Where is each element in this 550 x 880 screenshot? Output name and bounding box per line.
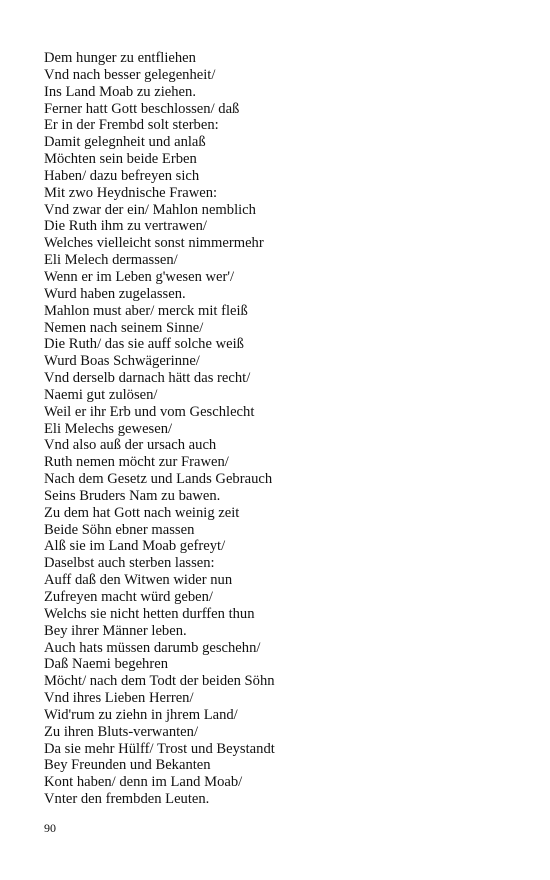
poem-line: Mit zwo Heydnische Frawen:	[44, 184, 218, 201]
poem-line: Naemi gut zulösen/	[44, 386, 158, 403]
poem-line: Er in der Frembd solt sterben:	[44, 117, 219, 134]
poem-line: Vnd nach besser gelegenheit/	[44, 66, 216, 83]
poem-line: Möcht/ nach dem Todt der beiden Söhn	[44, 673, 275, 690]
poem-line: Damit gelegnheit und anlaß	[44, 134, 206, 151]
poem-line: Dem hunger zu entfliehen	[44, 50, 196, 66]
poem-line: Haben/ dazu befreyen sich	[44, 167, 200, 184]
poem-line: Vnd derselb darnach hätt das recht/	[44, 370, 251, 387]
poem-line: Die Ruth/ das sie auff solche weiß	[44, 336, 244, 353]
poem-line: Bey Freunden und Bekanten	[44, 757, 211, 774]
poem-line: Welches vielleicht sonst nimmermehr	[44, 235, 264, 252]
poem-line: Da sie mehr Hülff/ Trost und Beystandt	[44, 740, 275, 757]
poem-line: Nemen nach seinem Sinne/	[44, 319, 204, 336]
poem-line: Vnd ihres Lieben Herren/	[44, 690, 194, 707]
poem-line: Weil er ihr Erb und vom Geschlecht	[44, 403, 255, 420]
poem-line: Nach dem Gesetz und Lands Gebrauch	[44, 471, 273, 488]
poem-line: Zufreyen macht würd geben/	[44, 589, 213, 605]
poem-line: Vnter den frembden Leuten.	[44, 791, 210, 808]
poem-line: Zu dem hat Gott nach weinig zeit	[44, 504, 240, 521]
poem-line: Bey ihrer Männer leben.	[44, 622, 187, 639]
poem-line: Beide Söhn ebner massen	[44, 521, 195, 538]
poem-line: Seins Bruders Nam zu bawen.	[44, 487, 221, 504]
poem-text-block	[44, 50, 504, 808]
poem-line: Alß sie im Land Moab gefreyt/	[44, 538, 226, 555]
poem-line: Kont haben/ denn im Land Moab/	[44, 774, 243, 791]
poem-line: Daselbst auch sterben lassen:	[44, 555, 215, 572]
poem-line: Vnd also auß der ursach auch	[44, 437, 217, 454]
poem-line: Ferner hatt Gott beschlossen/ daß	[44, 100, 240, 117]
poem-line: Zu ihren Bluts-verwanten/	[44, 723, 199, 740]
poem-line: Möchten sein beide Erben	[44, 151, 197, 168]
poem-line: Vnd zwar der ein/ Mahlon nemblich	[44, 201, 256, 218]
poem-line: Mahlon must aber/ merck mit fleiß	[44, 302, 248, 319]
poem-line: Auch hats müssen darumb geschehn/	[44, 639, 261, 656]
poem-line: Ins Land Moab zu ziehen.	[44, 83, 196, 100]
page-number: 90	[44, 821, 56, 835]
poem-line: Eli Melech dermassen/	[44, 252, 178, 269]
poem-line: Ruth nemen möcht zur Frawen/	[44, 454, 229, 471]
poem-line: Eli Melechs gewesen/	[44, 420, 173, 437]
poem-line: Daß Naemi begehren	[44, 656, 168, 673]
poem-line: Wenn er im Leben g'wesen wer'/	[44, 268, 235, 285]
poem-line: Auff daß den Witwen wider nun	[44, 572, 233, 589]
poem-line: Welchs sie nicht hetten durffen thun	[44, 605, 255, 622]
poem-line: Die Ruth ihm zu vertrawen/	[44, 218, 207, 235]
poem-line: Wid'rum zu ziehn in jhrem Land/	[44, 706, 238, 723]
poem-line: Wurd haben zugelassen.	[44, 285, 186, 302]
poem-line: Wurd Boas Schwägerinne/	[44, 353, 200, 370]
